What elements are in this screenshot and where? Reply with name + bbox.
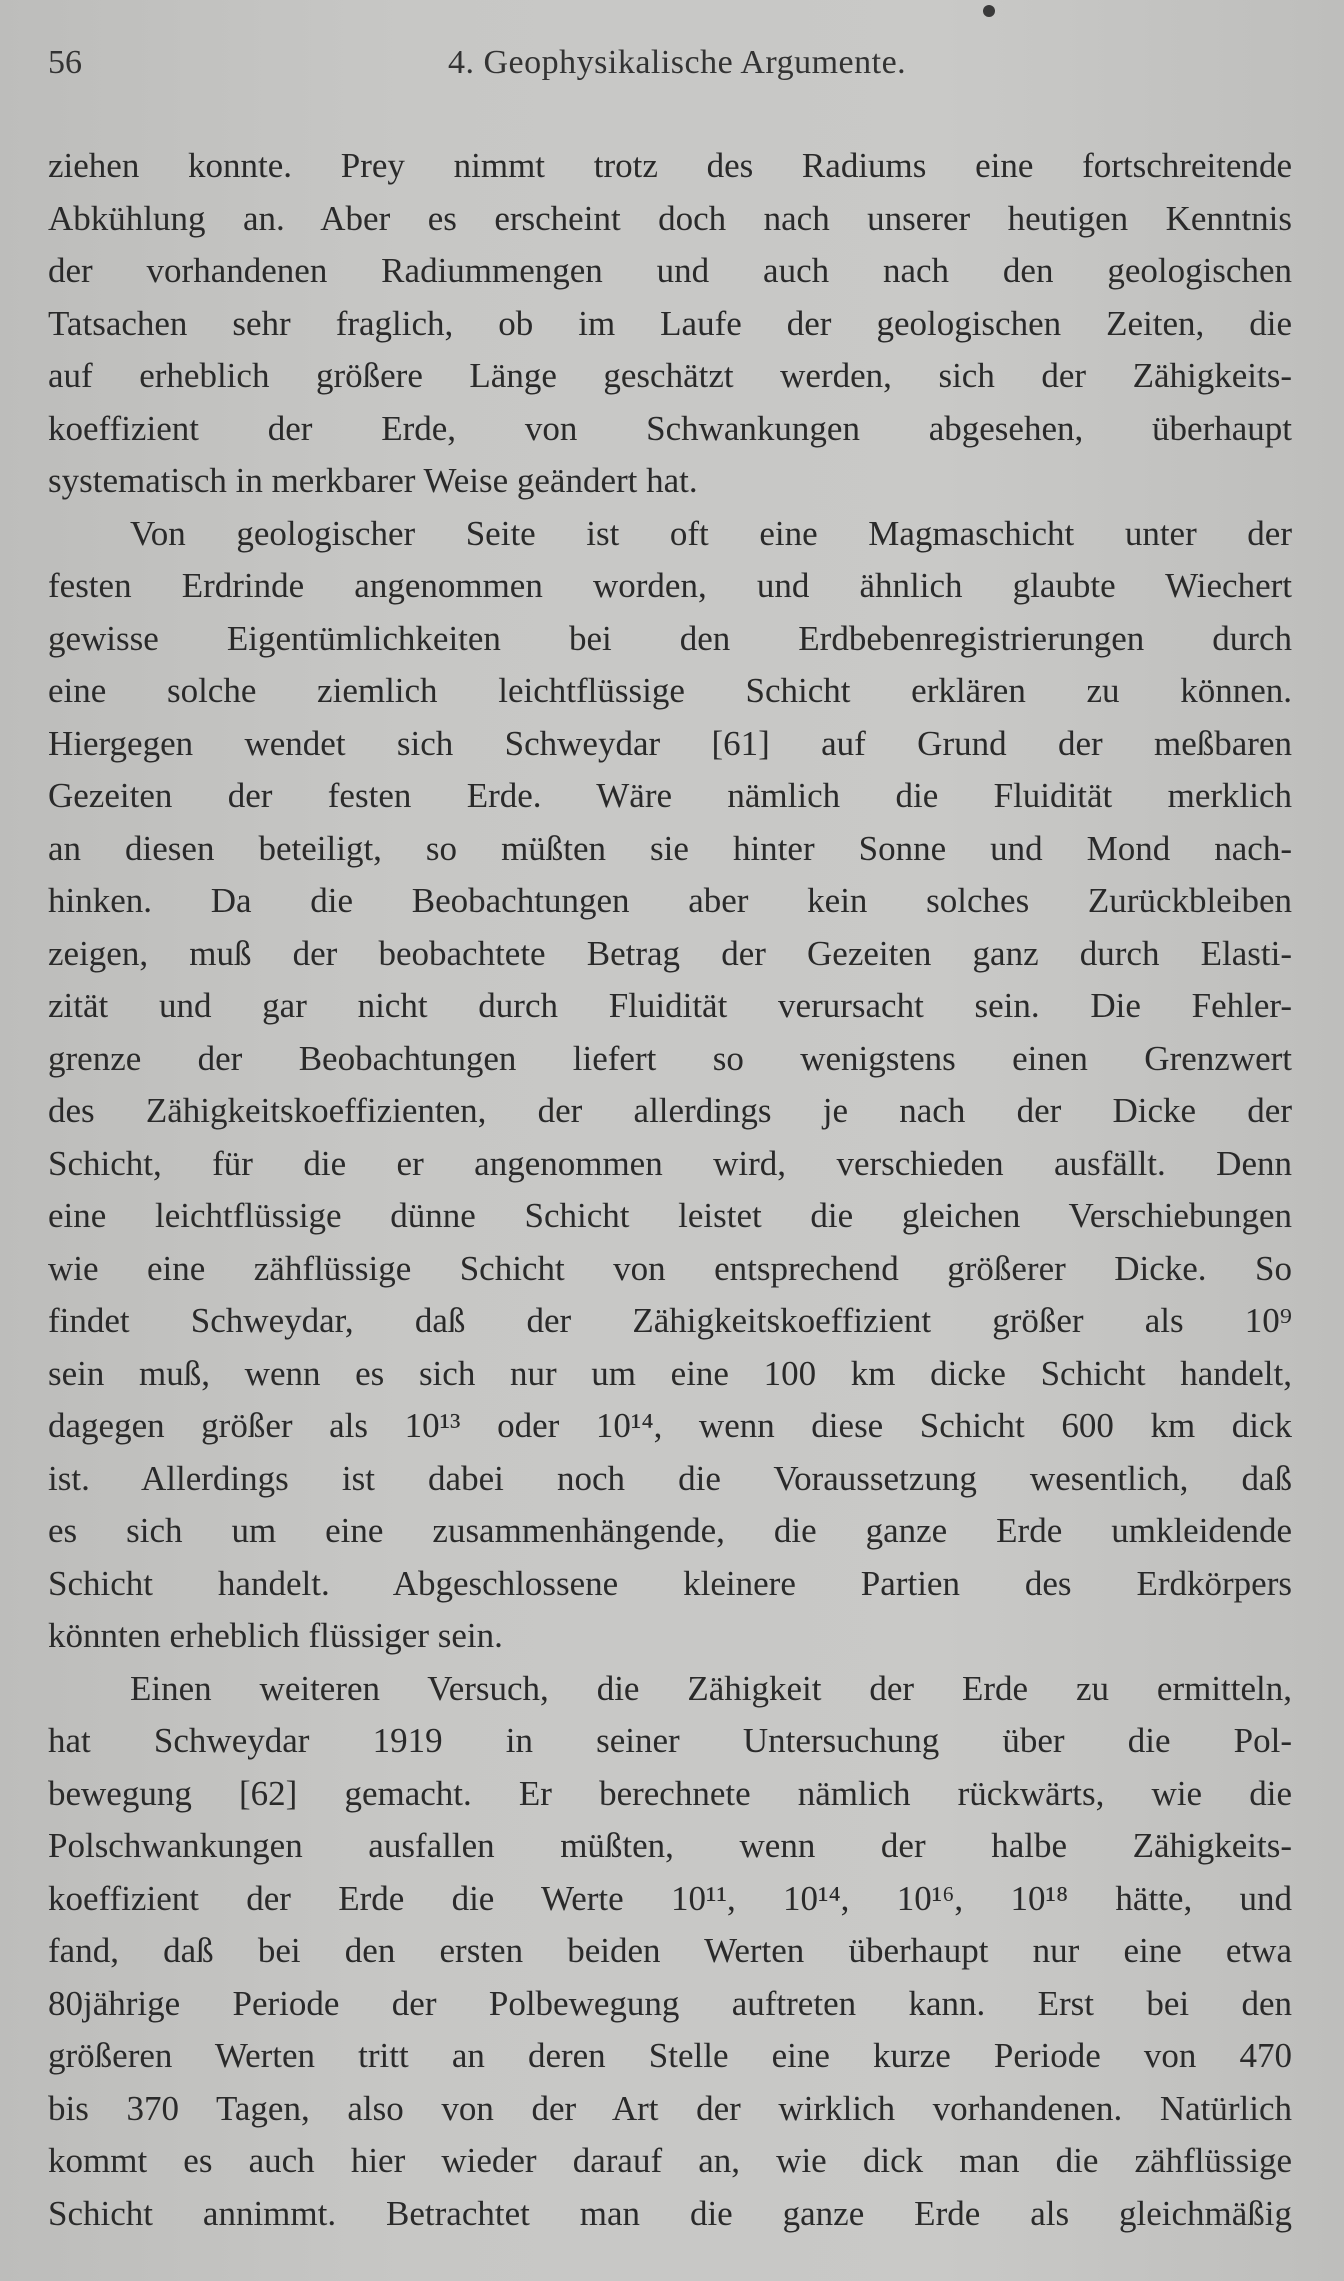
text-line: der vorhandenen Radiummengen und auch nach den geologischen	[48, 251, 1292, 290]
text-line: Von geologischer Seite ist oft eine Magmaschicht unter der	[130, 513, 1292, 553]
text-line: an diesen beteiligt, so müßten sie hinter Sonne und Mond nach-	[48, 828, 1292, 868]
text-line: 80jährige Periode der Polbewegung auftreten kann. Erst bei den	[48, 1983, 1292, 2023]
text-line: bewegung [62] gemacht. Er berechnete nämlich rückwärts, wie die	[48, 1773, 1292, 1813]
page-header	[48, 44, 1296, 90]
text-line: festen Erdrinde angenommen worden, und ähnlich glaubte Wiechert	[48, 566, 1292, 605]
text-line: hinken. Da die Beobachtungen aber kein solches Zurückbleiben	[48, 881, 1292, 920]
running-head: 4. Geophysikalische Argumente.	[448, 44, 907, 81]
text-line: wie eine zähflüssige Schicht von entsprechend größerer Dicke. So	[48, 1248, 1292, 1288]
text-line: koeffizient der Erde, von Schwankungen abgesehen, überhaupt	[48, 408, 1292, 448]
text-line: dagegen größer als 10¹³ oder 10¹⁴, wenn diese Schicht 600 km dick	[48, 1406, 1292, 1445]
text-line: eine solche ziemlich leichtflüssige Schicht erklären zu können.	[48, 671, 1292, 710]
text-line: ist. Allerdings ist dabei noch die Voraussetzung wesentlich, daß	[48, 1458, 1292, 1498]
text-line: Schicht handelt. Abgeschlossene kleinere Partien des Erdkörpers	[48, 1563, 1292, 1603]
text-line: sein muß, wenn es sich nur um eine 100 km dicke Schicht handelt,	[48, 1353, 1292, 1393]
text-line: Gezeiten der festen Erde. Wäre nämlich die Fluidität merklich	[48, 776, 1292, 815]
page-number: 56	[48, 44, 82, 81]
text-line: eine leichtflüssige dünne Schicht leistet die gleichen Verschiebungen	[48, 1196, 1292, 1235]
text-line: zeigen, muß der beobachtete Betrag der Gezeiten ganz durch Elasti-	[48, 933, 1292, 973]
text-line: systematisch in merkbarer Weise geändert hat.	[48, 461, 698, 500]
text-line: auf erheblich größere Länge geschätzt werden, sich der Zähigkeits-	[48, 356, 1292, 395]
text-line: Hiergegen wendet sich Schweydar [61] auf Grund der meßbaren	[48, 723, 1292, 763]
text-line: grenze der Beobachtungen liefert so wenigstens einen Grenzwert	[48, 1038, 1292, 1078]
text-line: ziehen konnte. Prey nimmt trotz des Radiums eine fortschreitende	[48, 146, 1292, 185]
text-line: fand, daß bei den ersten beiden Werten überhaupt nur eine etwa	[48, 1931, 1292, 1970]
ink-dot	[983, 5, 995, 17]
text-line: findet Schweydar, daß der Zähigkeitskoeffizient größer als 10⁹	[48, 1301, 1292, 1340]
text-line: kommt es auch hier wieder darauf an, wie dick man die zähflüssige	[48, 2141, 1292, 2180]
body-text	[48, 140, 1292, 2240]
text-line: koeffizient der Erde die Werte 10¹¹, 10¹⁴, 10¹⁶, 10¹⁸ hätte, und	[48, 1878, 1292, 1918]
text-line: Schicht annimmt. Betrachtet man die ganze Erde als gleichmäßig	[48, 2193, 1292, 2233]
text-line: hat Schweydar 1919 in seiner Untersuchung über die Pol-	[48, 1721, 1292, 1760]
text-line: größeren Werten tritt an deren Stelle eine kurze Periode von 470	[48, 2036, 1292, 2075]
text-line: könnten erheblich flüssiger sein.	[48, 1616, 503, 1655]
text-line: zität und gar nicht durch Fluidität verursacht sein. Die Fehler-	[48, 986, 1292, 1025]
text-line: des Zähigkeitskoeffizienten, der allerdings je nach der Dicke der	[48, 1091, 1292, 1130]
text-line: Abkühlung an. Aber es erscheint doch nach unserer heutigen Kenntnis	[48, 198, 1292, 238]
text-line: Schicht, für die er angenommen wird, verschieden ausfällt. Denn	[48, 1143, 1292, 1183]
text-line: Tatsachen sehr fraglich, ob im Laufe der geologischen Zeiten, die	[48, 303, 1292, 343]
text-line: es sich um eine zusammenhängende, die ganze Erde umkleidende	[48, 1511, 1292, 1550]
text-line: bis 370 Tagen, also von der Art der wirklich vorhandenen. Natürlich	[48, 2088, 1292, 2128]
text-line: Einen weiteren Versuch, die Zähigkeit der Erde zu ermitteln,	[130, 1668, 1292, 1708]
text-line: gewisse Eigentümlichkeiten bei den Erdbebenregistrierungen durch	[48, 618, 1292, 658]
text-line: Polschwankungen ausfallen müßten, wenn der halbe Zähigkeits-	[48, 1826, 1292, 1865]
